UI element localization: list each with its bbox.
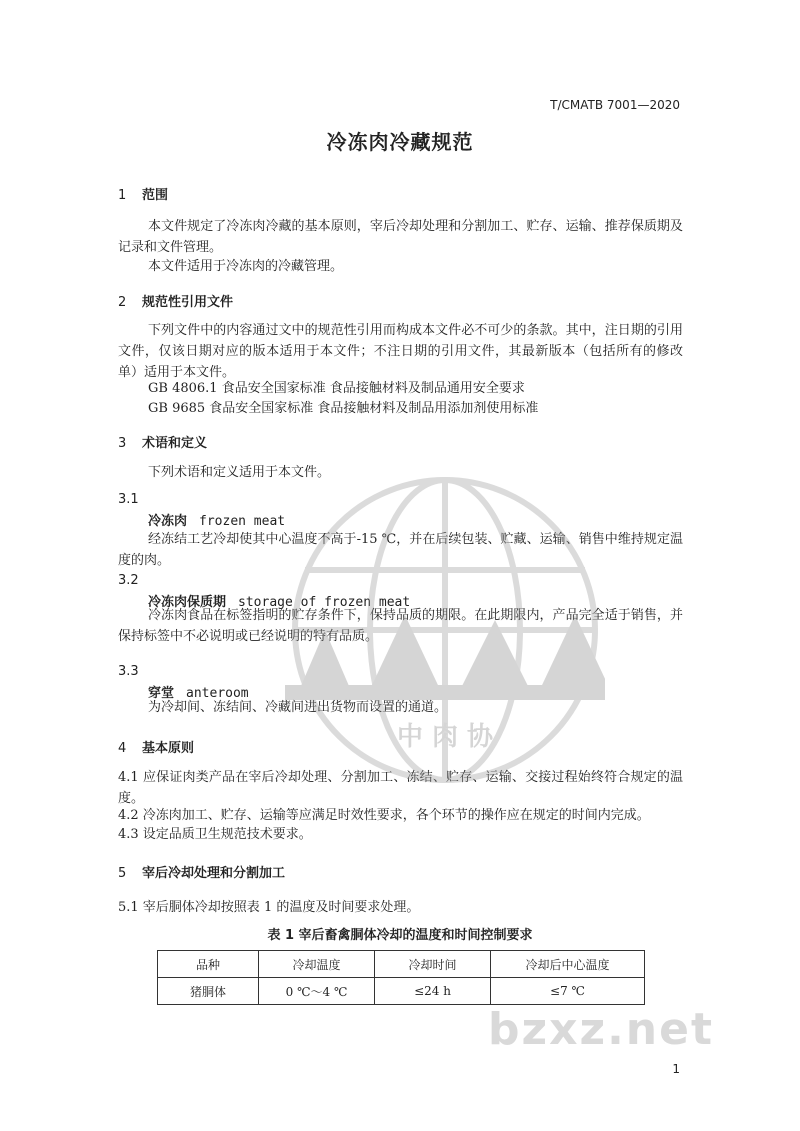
section-2-heading — [118, 291, 233, 310]
section-1-paragraph-2: 本文件适用于冷冻肉的冷藏管理。 — [148, 259, 344, 274]
globe-watermark-logo — [285, 470, 605, 790]
table-cell: ≤7 ℃ — [491, 978, 645, 1005]
section-4-heading — [118, 737, 194, 756]
table-header: 冷却温度 — [259, 951, 375, 978]
section-1-heading — [118, 184, 168, 203]
section-title: 规范性引用文件 — [142, 295, 234, 310]
section-title: 术语和定义 — [142, 436, 208, 451]
term-definition: 为冷却间、冻结间、冷藏间进出货物而设置的通道。 — [148, 700, 448, 715]
section-3-intro: 下列术语和定义适用于本文件。 — [148, 465, 331, 480]
table-header: 冷却后中心温度 — [491, 951, 645, 978]
clause-5-1: 5.1 宰后胴体冷却按照表 1 的温度及时间要求处理。 — [118, 900, 420, 915]
term-number: 3.1 — [118, 492, 139, 507]
term-name — [148, 510, 285, 529]
table-cell: 猪胴体 — [158, 978, 259, 1005]
table-title: 表 1 宰后畜禽胴体冷却的温度和时间控制要求 — [267, 928, 533, 943]
cooling-requirements-table — [157, 950, 645, 1005]
section-title: 范围 — [142, 188, 169, 203]
section-number: 2 — [118, 295, 127, 310]
term-en: anteroom — [186, 686, 249, 701]
table-header: 冷却时间 — [375, 951, 491, 978]
term-definition: 冷冻肉食品在标签指明的贮存条件下，保持品质的期限。在此期限内，产品完全适于销售，并保持标签中不必说明或已经说明的特有品质。 — [118, 608, 683, 644]
clause-4-3: 4.3 设定品质卫生规范技术要求。 — [118, 827, 312, 842]
term-number: 3.3 — [118, 664, 139, 679]
term-en: storage of frozen meat — [238, 595, 411, 610]
section-5-heading — [118, 862, 285, 881]
term-definition: 经冻结工艺冷却使其中心温度不高于-15 ℃，并在后续包装、贮藏、运输、销售中维持规定温度的肉。 — [118, 532, 683, 568]
page-number: 1 — [672, 1062, 680, 1076]
section-number: 5 — [118, 866, 127, 881]
standard-code: T/CMATB 7001—2020 — [550, 98, 680, 112]
section-title: 宰后冷却处理和分割加工 — [142, 866, 286, 881]
section-1-paragraph-1: 本文件规定了冷冻肉冷藏的基本原则，宰后冷却处理和分割加工、贮存、运输、推荐保质期及记录和文件管理。 — [118, 219, 683, 255]
term-cn: 穿堂 — [148, 686, 175, 701]
table-cell: 0 ℃～4 ℃ — [259, 978, 375, 1005]
table-header: 品种 — [158, 951, 259, 978]
site-watermark: bzxz.net — [488, 1004, 715, 1055]
table-row — [158, 978, 645, 1005]
watermark-text: 中 肉 协 — [396, 722, 494, 752]
section-number: 3 — [118, 436, 127, 451]
section-2-paragraph: 下列文件中的内容通过文中的规范性引用而构成本文件必不可少的条款。其中，注日期的引用文件，仅该日期对应的版本适用于本文件；不注日期的引用文件，其最新版本（包括所有的修改单）适用于本文件。 — [118, 323, 683, 380]
clause-4-1: 4.1 应保证肉类产品在宰后冷却处理、分割加工、冻结、贮存、运输、交接过程始终符合规定的温度。 — [118, 770, 683, 806]
term-cn: 冷冻肉保质期 — [148, 595, 227, 610]
term-number: 3.2 — [118, 573, 139, 588]
term-cn: 冷冻肉 — [148, 514, 188, 529]
page-title: 冷冻肉冷藏规范 — [326, 130, 474, 154]
section-3-heading — [118, 432, 207, 451]
section-number: 4 — [118, 741, 127, 756]
section-title: 基本原则 — [142, 741, 195, 756]
term-en: frozen meat — [199, 514, 286, 529]
clause-4-2: 4.2 冷冻肉加工、贮存、运输等应满足时效性要求，各个环节的操作应在规定的时间内完成。 — [118, 808, 650, 823]
table-cell: ≤24 h — [375, 978, 491, 1005]
section-number: 1 — [118, 188, 127, 203]
reference-2: GB 9685 食品安全国家标准 食品接触材料及制品用添加剂使用标准 — [148, 401, 539, 416]
reference-1: GB 4806.1 食品安全国家标准 食品接触材料及制品通用安全要求 — [148, 381, 525, 396]
table-header-row — [158, 951, 645, 978]
